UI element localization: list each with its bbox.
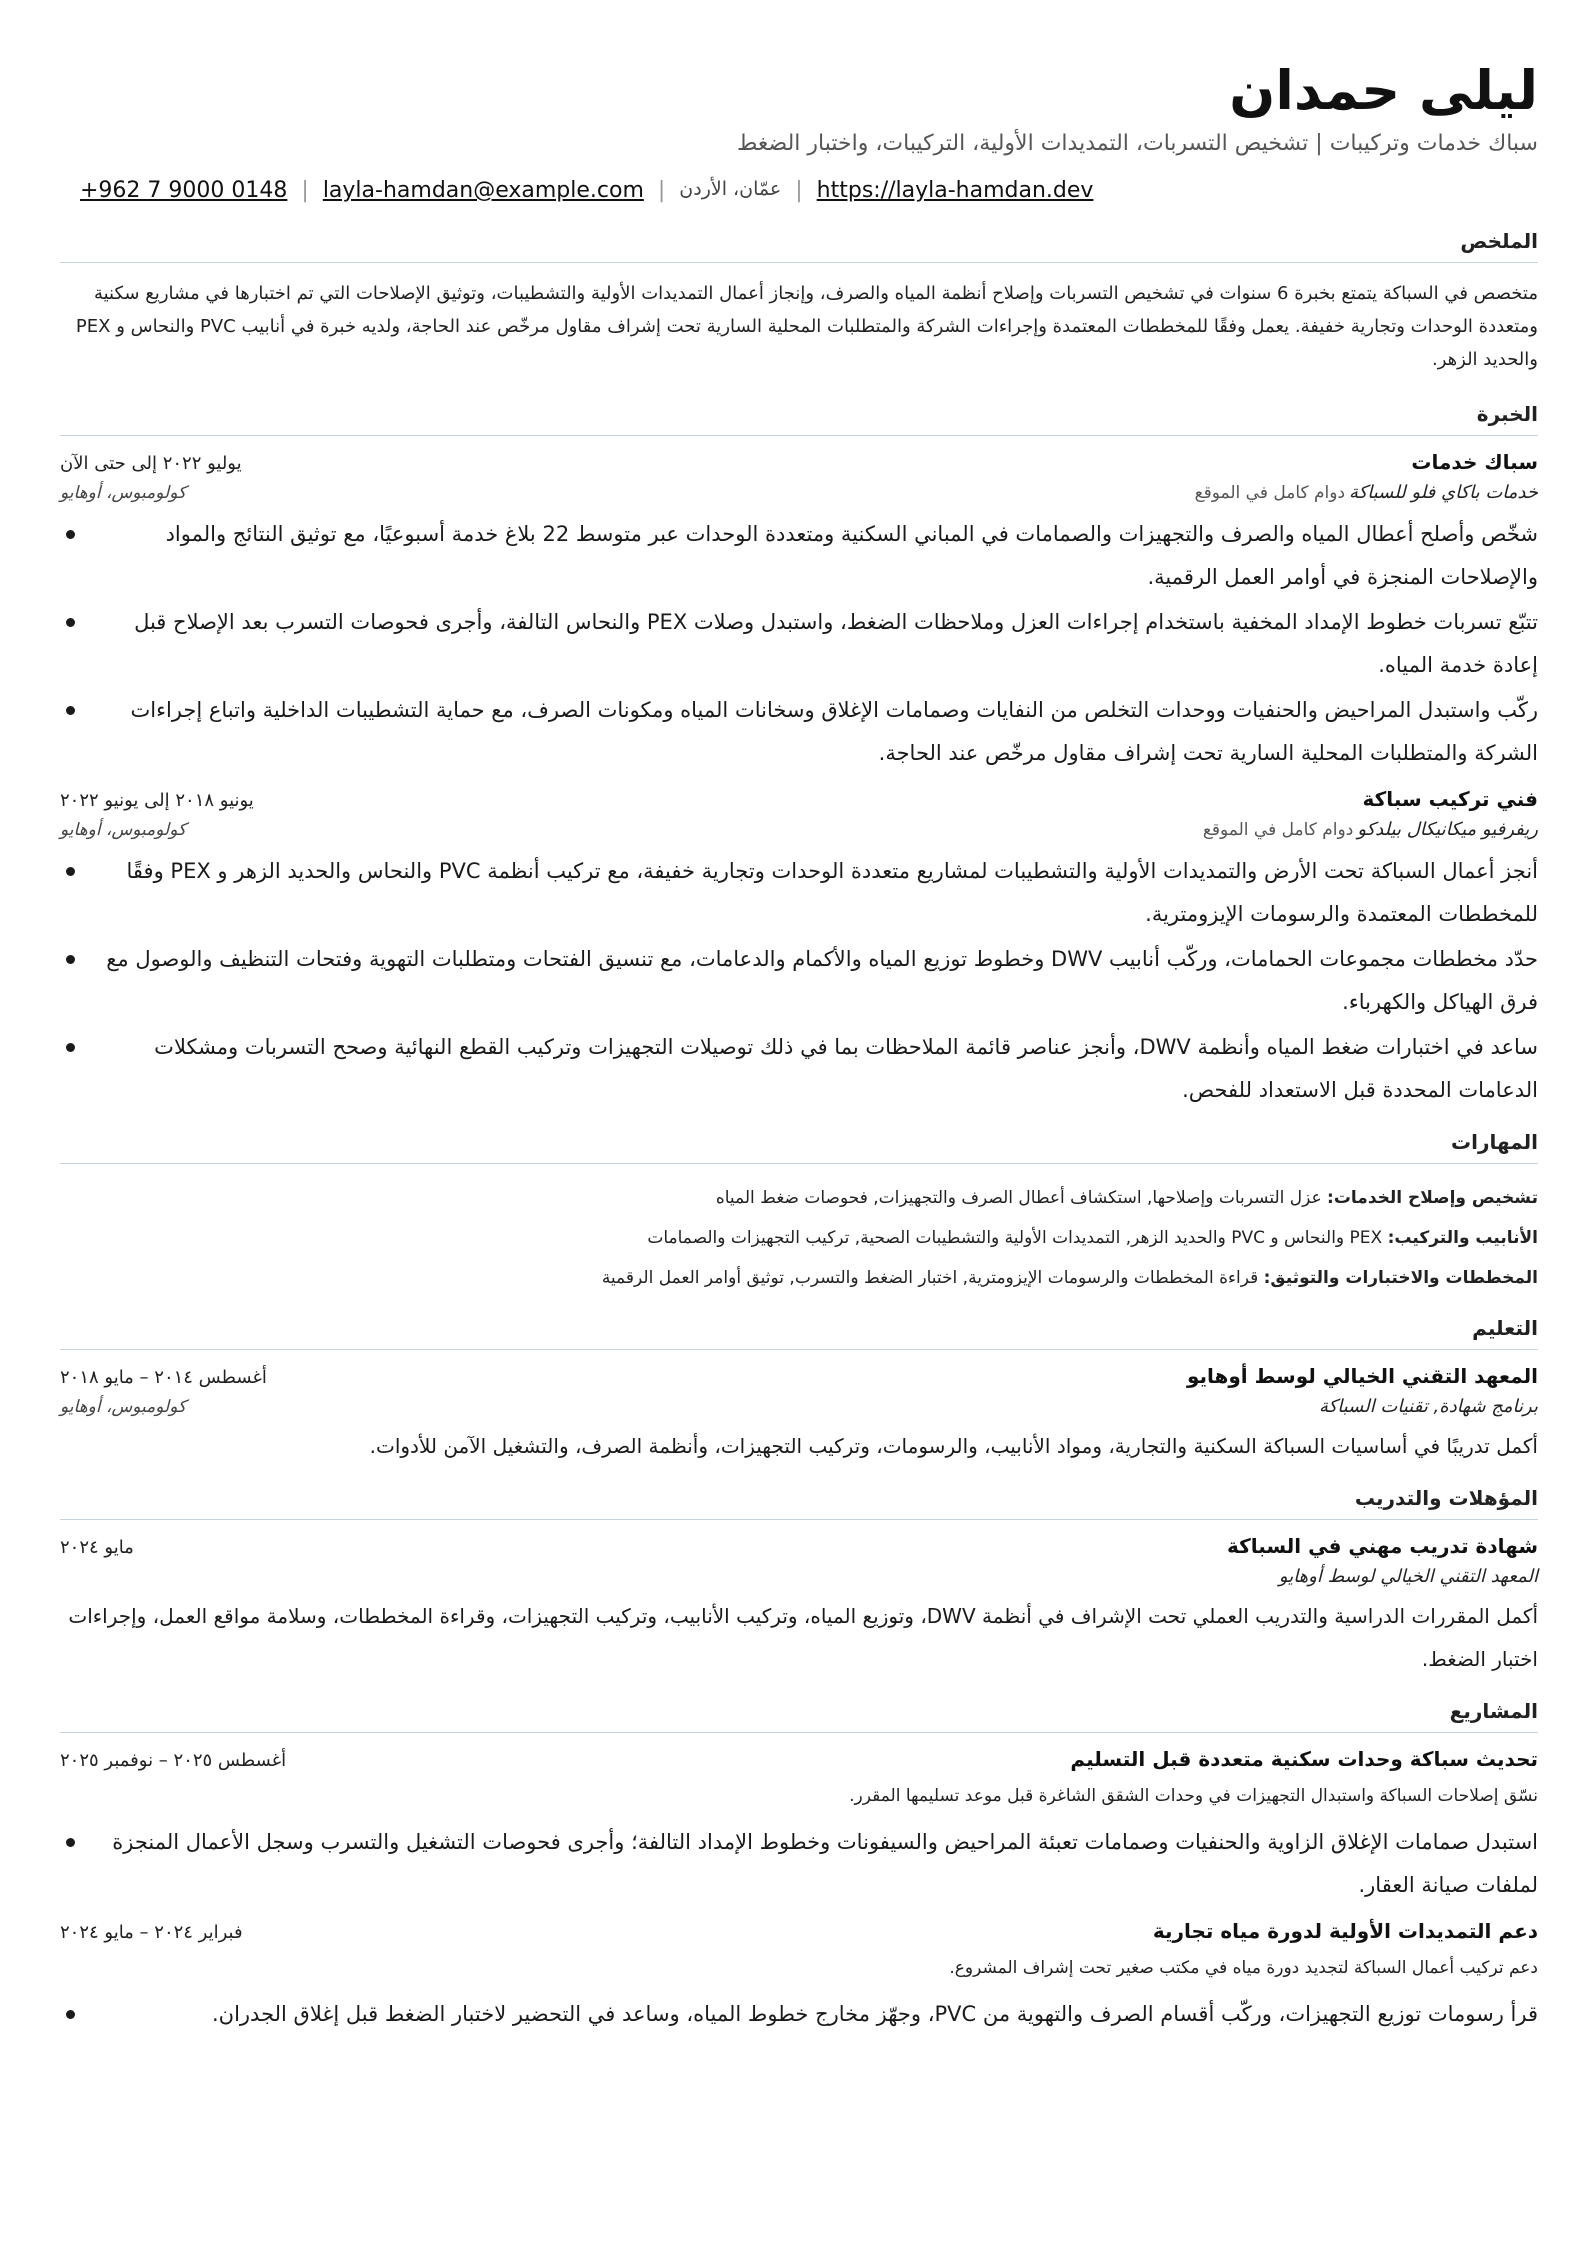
job-bullets [60,513,1538,775]
job-dates: يوليو ٢٠٢٢ إلى حتى الآن [60,453,242,474]
employment-type: دوام كامل في الموقع [1194,483,1346,503]
skill-line [60,1258,1538,1298]
certification-description: أكمل المقررات الدراسية والتدريب العملي تحت الإشراف في أنظمة DWV، وتوزيع المياه، وتركيب الأنابيب، وتركيب التجهيزات، وقراءة المخططات، وسلامة مواقع العمل، وإجراءات اختبار الضغط. [68,1604,1538,1671]
bullet-icon [66,867,75,876]
education-entry [60,1364,1538,1468]
list-item [60,850,1538,936]
separator: | [657,178,666,203]
website-link[interactable]: https://layla-hamdan.dev [816,178,1094,203]
section-title-certifications: المؤهلات والتدريب [60,1486,1538,1520]
contact-bar [80,178,1538,203]
job-location: كولومبوس، أوهايو [60,820,187,840]
section-title-summary: الملخص [60,229,1538,263]
experience-section [60,402,1538,1112]
employer: ريفرفيو ميكانيكال بيلدكو [1357,819,1538,840]
list-item [60,1026,1538,1112]
bullet-icon [66,1043,75,1052]
certification-title: شهادة تدريب مهني في السباكة [1226,1534,1538,1558]
skill-text: PEX والنحاس و PVC والحديد الزهر, التمديدات الأولية والتشطيبات الصحية, تركيب التجهيزات والصمامات [647,1228,1388,1248]
project-dates: فبراير ٢٠٢٤ – مايو ٢٠٢٤ [60,1922,243,1943]
skill-line [60,1178,1538,1218]
bullet-text: أنجز أعمال السباكة تحت الأرض والتمديدات الأولية والتشطيبات لمشاريع متعددة الوحدات وتجارية خفيفة، مع تركيب أنظمة PVC والنحاس والحديد الزهر و PEX وفقًا للمخططات المعتمدة والرسومات الإيزومترية. [126,859,1538,926]
certification-date: مايو ٢٠٢٤ [60,1537,134,1558]
bullet-icon [66,530,75,539]
skill-line [60,1218,1538,1258]
section-title-projects: المشاريع [60,1699,1538,1733]
project-description: دعم تركيب أعمال السباكة لتجديد دورة مياه في مكتب صغير تحت إشراف المشروع. [949,1958,1538,1978]
project-description: نسّق إصلاحات السباكة واستبدال التجهيزات في وحدات الشقق الشاغرة قبل موعد تسليمها المقرر. [849,1786,1538,1806]
bullet-icon [66,955,75,964]
skill-label: الأنابيب والتركيب: [1387,1228,1538,1248]
bullet-text: استبدل صمامات الإغلاق الزاوية والحنفيات وصمامات تعبئة المراحيض والسيفونات وخطوط الإمداد التالفة؛ وأجرى فحوصات التشغيل والتسرب وسجل الأعمال المنجزة لملفات صيانة العقار. [112,1830,1538,1897]
skill-label: المخططات والاختبارات والتوثيق: [1263,1268,1538,1288]
headline: سباك خدمات وتركيبات | تشخيص التسربات، التمديدات الأولية، التركيبات، واختبار الضغط [737,131,1538,156]
education-dates: أغسطس ٢٠١٤ – مايو ٢٠١٨ [60,1367,267,1388]
experience-entry [60,787,1538,1112]
list-item [60,1993,1538,2036]
project-dates: أغسطس ٢٠٢٥ – نوفمبر ٢٠٢٥ [60,1750,287,1771]
bullet-text: قرأ رسومات توزيع التجهيزات، وركّب أقسام الصرف والتهوية من PVC، وجهّز مخارج خطوط المياه، وساعد في التحضير لاختبار الضغط قبل إغلاق الجدران. [211,2002,1538,2026]
list-item [60,1821,1538,1907]
list-item [60,601,1538,687]
certification-issuer: المعهد التقني الخيالي لوسط أوهايو [1278,1566,1538,1587]
summary-section [60,229,1538,376]
email-link[interactable]: layla-hamdan@example.com [322,178,644,203]
project-title: تحديث سباكة وحدات سكنية متعددة قبل التسليم [1070,1747,1538,1771]
certifications-section [60,1486,1538,1681]
job-title: سباك خدمات [1411,450,1538,474]
skill-text: عزل التسربات وإصلاحها, استكشاف أعطال الصرف والتجهيزات, فحوصات ضغط المياه [715,1188,1328,1208]
bullet-icon [66,706,75,715]
certification-entry [60,1534,1538,1681]
education-description: أكمل تدريبًا في أساسيات السباكة السكنية والتجارية، ومواد الأنابيب، والرسومات، وتركيب التجهيزات، وأنظمة الصرف، والتشغيل الآمن للأدوات. [369,1434,1538,1458]
project-bullets [60,1993,1538,2036]
experience-entry [60,450,1538,775]
bullet-text: ركّب واستبدل المراحيض والحنفيات ووحدات التخلص من النفايات وصمامات الإغلاق وسخانات المياه ومكونات الصرف، مع حماية التشطيبات الداخلية واتباع إجراءات الشركة والمتطلبات المحلية السارية تحت إشراف مقاول مرخّص عند الحاجة. [130,698,1538,765]
section-title-experience: الخبرة [60,402,1538,436]
skills-section [60,1130,1538,1298]
bullet-text: حدّد مخططات مجموعات الحمامات، وركّب أنابيب DWV وخطوط توزيع المياه والأكمام والدعامات، مع تنسيق الفتحات ومتطلبات التهوية وفتحات التنظيف والوصول مع فرق الهياكل والكهرباء. [106,947,1538,1014]
list-item [60,513,1538,599]
job-title: فني تركيب سباكة [1362,787,1538,811]
separator: | [795,178,803,203]
summary-text: متخصص في السباكة يتمتع بخبرة 6 سنوات في تشخيص التسربات وإصلاح أنظمة المياه والصرف، وإنجاز أعمال التمديدات الأولية والتشطيبات، وتوثيق الإصلاحات التي تم اختبارها في مشاريع سكنية ومتعددة الوحدات وتجارية خفيفة. يعمل وفقًا للمخططات المعتمدة وإجراءات الشركة والمتطلبات المحلية السارية تحت إشراف مقاول مرخّص عند الحاجة، ولديه خبرة في أنابيب PVC والنحاس و PEX والحديد الزهر. [75,283,1538,370]
bullet-text: ساعد في اختبارات ضغط المياه وأنظمة DWV، وأنجز عناصر قائمة الملاحظات بما في ذلك توصيلات التجهيزات وتركيب القطع النهائية وصحح التسربات ومشكلات الدعامات المحددة قبل الاستعداد للفحص. [154,1035,1538,1102]
bullet-icon [66,2010,75,2019]
employment-type: دوام كامل في الموقع [1202,820,1354,840]
project-title: دعم التمديدات الأولية لدورة مياه تجارية [1152,1919,1538,1943]
school-location: كولومبوس، أوهايو [60,1397,187,1417]
projects-section [60,1699,1538,2036]
employer: خدمات باكاي فلو للسباكة [1349,482,1538,503]
section-title-education: التعليم [60,1316,1538,1350]
location-text: عمّان، الأردن [679,178,782,200]
job-location: كولومبوس، أوهايو [60,483,187,503]
job-bullets [60,850,1538,1112]
skill-label: تشخيص وإصلاح الخدمات: [1327,1188,1538,1208]
project-bullets [60,1821,1538,1907]
phone-link[interactable]: +962 7 9000 0148 [80,178,288,203]
program-name: برنامج شهادة, تقنيات السباكة [1319,1396,1538,1417]
job-dates: يونيو ٢٠١٨ إلى يونيو ٢٠٢٢ [60,790,254,811]
project-entry [60,1919,1538,2036]
bullet-icon [66,1838,75,1847]
project-entry [60,1747,1538,1907]
list-item [60,938,1538,1024]
bullet-text: شخّص وأصلح أعطال المياه والصرف والتجهيزات والصمامات في المباني السكنية ومتعددة الوحدات عبر متوسط 22 بلاغ خدمة أسبوعيًا، مع توثيق النتائج والمواد والإصلاحات المنجزة في أوامر العمل الرقمية. [165,522,1538,589]
education-section [60,1316,1538,1468]
bullet-text: تتبّع تسربات خطوط الإمداد المخفية باستخدام إجراءات العزل وملاحظات الضغط، واستبدل وصلات PEX والنحاس التالفة، وأجرى فحوصات التسرب بعد الإصلاح قبل إعادة خدمة المياه. [134,610,1538,677]
school-name: المعهد التقني الخيالي لوسط أوهايو [1186,1364,1538,1388]
skill-text: قراءة المخططات والرسومات الإيزومترية, اختبار الضغط والتسرب, توثيق أوامر العمل الرقمية [601,1268,1264,1288]
bullet-icon [66,618,75,627]
list-item [60,689,1538,775]
separator: | [301,178,309,203]
candidate-name: ليلى حمدان [1229,59,1538,122]
section-title-skills: المهارات [60,1130,1538,1164]
